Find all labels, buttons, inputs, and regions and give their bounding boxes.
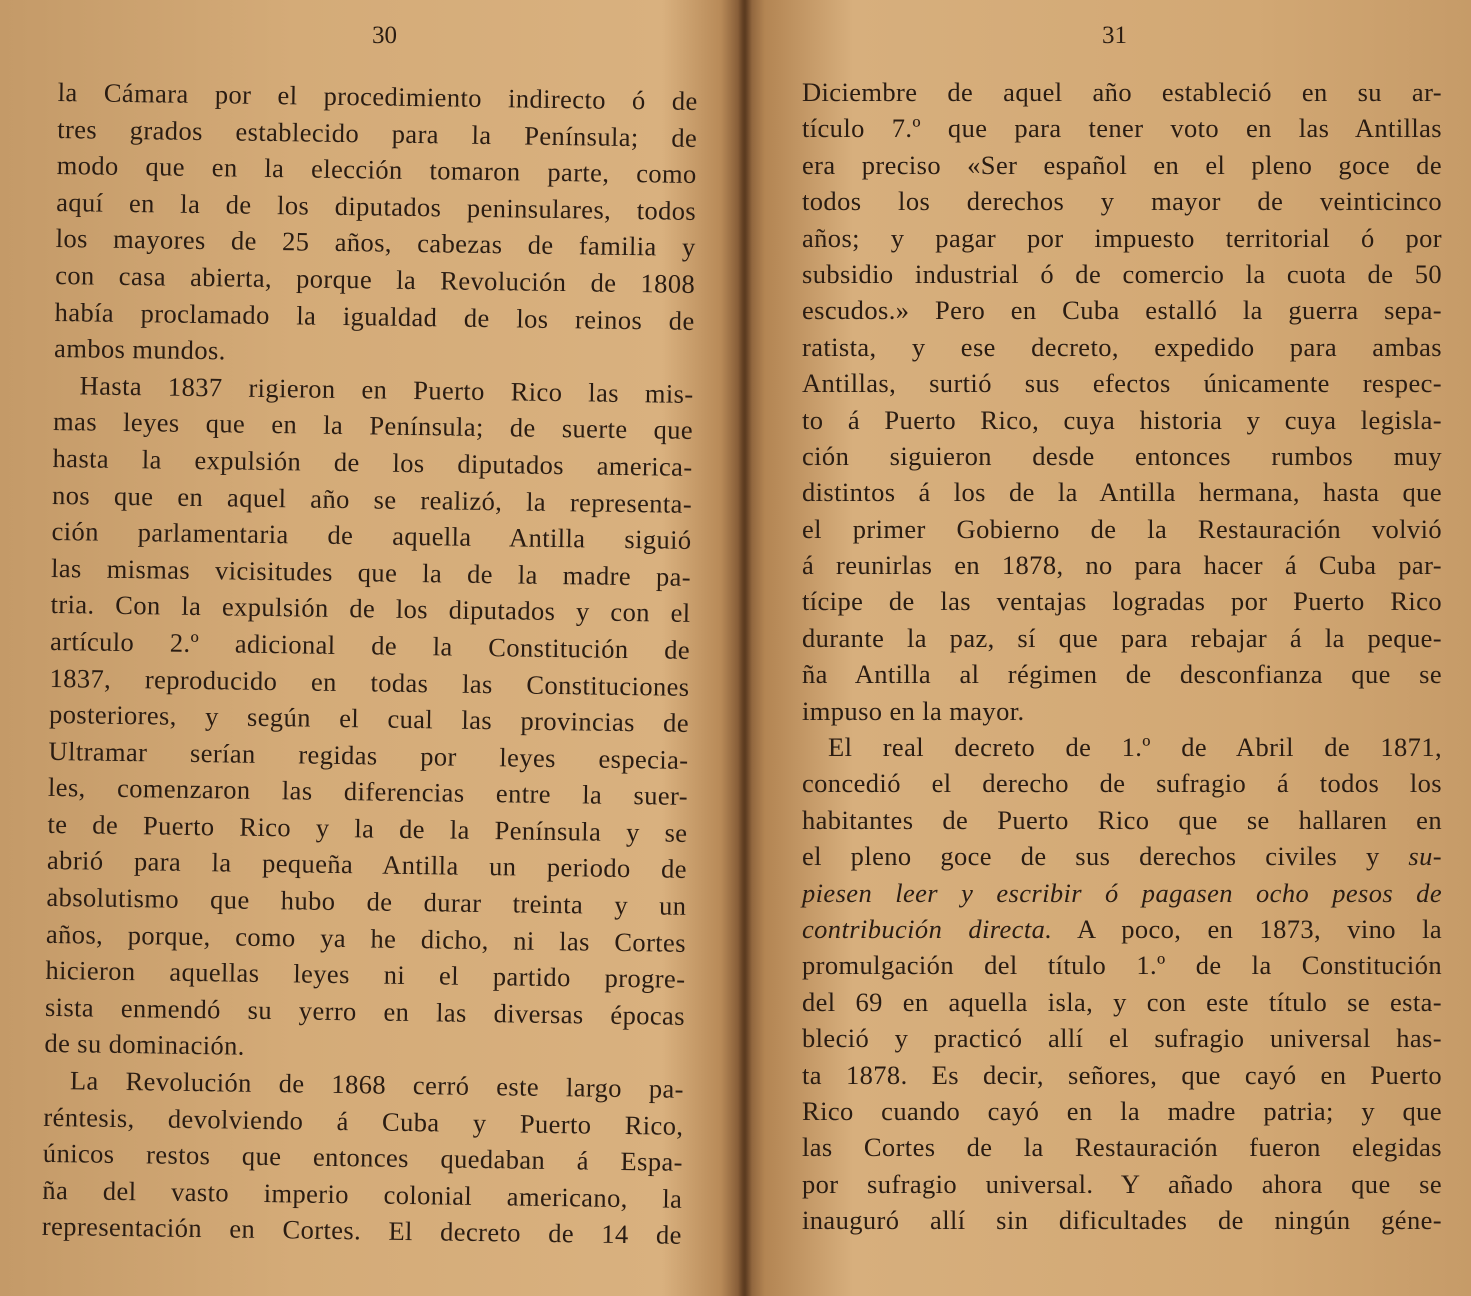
text-line: absolutismo que hubo de durar treinta y un (46, 881, 687, 921)
text-line: subsidio industrial ó de comercio la cuota de 50 (802, 258, 1442, 289)
text-line: impuso en la mayor. (802, 695, 1025, 726)
text-line: durante la paz, sí que para rebajar á la peque- (802, 622, 1442, 653)
text-line: las Cortes de la Restauración fueron elegidas (802, 1132, 1442, 1163)
italic-text: piesen leer y escribir ó pagasen ocho pesos de (802, 877, 1442, 908)
text-line: les, comenzaron las diferencias entre la suer- (47, 772, 689, 812)
text-line: representación en Cortes. El decreto de 14 de (41, 1211, 683, 1251)
text-line: Hasta 1837 rigieron en Puerto Rico las mis- (79, 370, 694, 409)
text-line: ña del vasto imperio colonial americano, la (42, 1174, 683, 1214)
text-line: tria. Con la expulsión de los diputados y con el (50, 589, 691, 629)
text-line: promulgación del título 1.º de la Constitución (802, 950, 1442, 981)
text-line: aquí en la de los diputados peninsulares, todos (56, 186, 697, 226)
text-line: 1837, reproducido en todas las Constituciones (49, 662, 690, 702)
text-line: Ultramar serían regidas por leyes especia- (48, 735, 689, 775)
page-number-left: 30 (372, 22, 397, 49)
italic-text: contribución directa. (802, 913, 1053, 944)
book-gutter (738, 0, 752, 1296)
text-line: hasta la expulsión de los diputados america- (52, 442, 693, 482)
text-line: todos los derechos y mayor de veinticinco (802, 186, 1442, 217)
text-line: habitantes de Puerto Rico que se hallaren en (802, 804, 1442, 835)
text-line: el primer Gobierno de la Restauración volvió (802, 513, 1442, 544)
text-line: nos que en aquel año se realizó, la representa- (51, 479, 693, 519)
text-line: artículo 2.º adicional de la Constitución de (49, 625, 691, 665)
right-page-text (802, 74, 1442, 1239)
text-line (802, 911, 1442, 947)
text-line: réntesis, devolviendo á Cuba y Puerto Rico, (43, 1101, 684, 1141)
italic-text: su- (1408, 841, 1442, 872)
text-line: por sufragio universal. Y añado ahora que se (802, 1168, 1442, 1199)
text-line: de su dominación. (44, 1028, 246, 1062)
text-line: ambos mundos. (53, 333, 226, 366)
text-line: Antillas, surtió sus efectos únicamente respec- (802, 368, 1442, 399)
text-line: bleció y practicó allí el sufragio universal has- (802, 1023, 1442, 1054)
text-line: ción parlamentaria de aquella Antilla siguió (51, 516, 692, 556)
text-line: inauguró allí sin dificultades de ningún géne- (802, 1205, 1442, 1236)
text-line: del 69 en aquella isla, y con este título se esta- (802, 986, 1442, 1017)
text-line (802, 838, 1442, 874)
text-line: mas leyes que en la Península; de suerte que (52, 406, 694, 446)
text-line: ción siguieron desde entonces rumbos muy (802, 440, 1442, 471)
text-line: la Cámara por el procedimiento indirecto ó de (57, 76, 698, 116)
text-line: distintos á los de la Antilla hermana, hasta que (802, 477, 1442, 508)
text-line: Diciembre de aquel año estableció en su ar- (802, 77, 1442, 107)
text-line: modo que en la elección tomaron parte, como (56, 150, 697, 190)
text-line: tícipe de las ventajas logradas por Puerto Rico (802, 586, 1442, 617)
text-line: sista enmendó su yerro en las diversas épocas (44, 991, 686, 1031)
line-text: el pleno goce de sus derechos civiles y (802, 841, 1409, 872)
text-line: posteriores, y según el cual las provincias de (48, 699, 690, 738)
text-line: ta 1878. Es decir, señores, que cayó en Puerto (802, 1059, 1442, 1090)
text-line: había proclamado la igualdad de los reinos de (54, 296, 695, 336)
text-line: te de Puerto Rico y la de la Península y se (47, 808, 688, 848)
right-page (752, 0, 1471, 1296)
text-line: las mismas vicisitudes que la de la madre pa- (50, 552, 692, 592)
text-line: La Revolución de 1868 cerró este largo pa- (69, 1065, 685, 1104)
text-line: á reunirlas en 1878, no para hacer á Cuba par- (802, 550, 1442, 581)
text-line (802, 875, 1442, 911)
text-line: únicos restos que entonces quedaban á Espa- (42, 1138, 684, 1178)
text-line: con casa abierta, porque la Revolución de 1808 (54, 259, 696, 299)
text-line: Rico cuando cayó en la madre patria; y que (802, 1095, 1442, 1126)
text-line: tres grados establecido para la Península; de (57, 113, 698, 153)
left-page-text (42, 74, 698, 1254)
text-line: años; y pagar por impuesto territorial ó por (802, 222, 1442, 253)
line-text: A poco, en 1873, vino la (1052, 913, 1442, 944)
text-line: El real decreto de 1.º de Abril de 1871, (828, 732, 1442, 763)
text-line: ratista, y ese decreto, expedido para ambas (802, 331, 1442, 362)
text-line: abrió para la pequeña Antilla un periodo de (46, 845, 688, 885)
text-line: los mayores de 25 años, cabezas de familia y (55, 223, 696, 263)
text-line: concedió el derecho de sufragio á todos los (802, 768, 1442, 799)
text-line: hicieron aquellas leyes ni el partido progre- (45, 955, 686, 995)
text-line: to á Puerto Rico, cuya historia y cuya legisla- (802, 404, 1442, 435)
text-line: años, porque, como ya he dicho, ni las Cortes (45, 918, 687, 958)
text-line: tículo 7.º que para tener voto en las Antillas (802, 113, 1442, 144)
page-number-right: 31 (1102, 22, 1127, 49)
text-line: escudos.» Pero en Cuba estalló la guerra sepa- (802, 295, 1442, 326)
text-line: era preciso «Ser español en el pleno goce de (802, 149, 1442, 180)
text-line: ña Antilla al régimen de desconfianza que se (802, 659, 1442, 690)
